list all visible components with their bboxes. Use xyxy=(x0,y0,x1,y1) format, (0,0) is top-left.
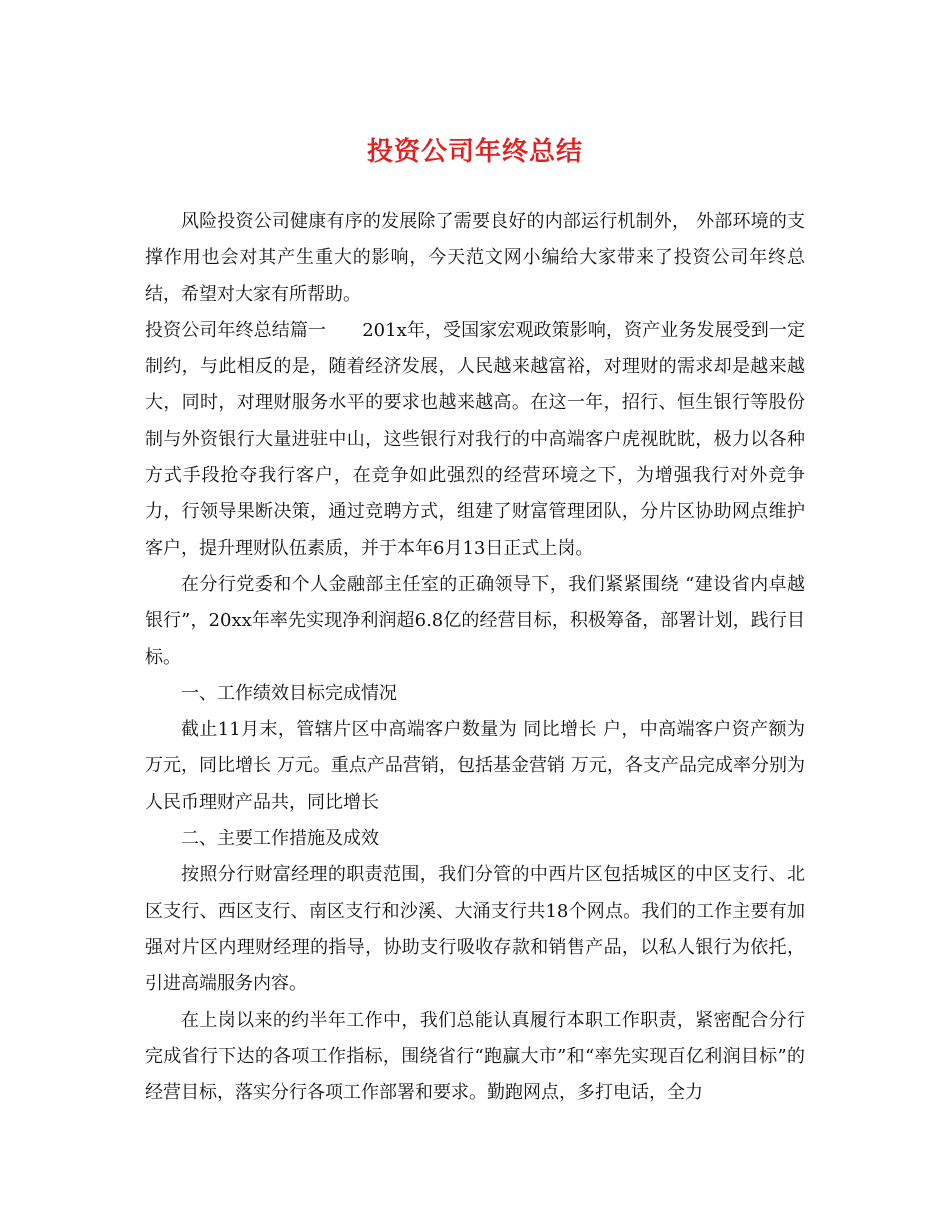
paragraph-performance: 截止11月末，管辖片区中高端客户数量为 同比增长 户，中高端客户资产额为 万元，同比增长 万元。重点产品营销，包括基金营销 万元，各支产品完成率分别为 人民币理财产品共，同比增长 xyxy=(145,719,805,813)
document-title: 投资公司年终总结 xyxy=(366,137,583,167)
section-heading-performance: 一、工作绩效目标完成情况 xyxy=(181,682,397,704)
paragraph-work: 在上岗以来的约半年工作中，我们总能认真履行本职工作职责，紧密配合分行完成省行下达的各项工作指标，围绕省行“跑赢大市”和“率先实现百亿利润目标”的经营目标，落实分行各项工作部署和要求。勤跑网点，多打电话，全力 xyxy=(145,1009,805,1104)
document-body xyxy=(145,204,805,1111)
paragraph-part-one: 投资公司年终总结篇一 201x年，受国家宏观政策影响，资产业务发展受到一定制约，与此相反的是，随着经济发展，人民越来越富裕，对理财的需求却是越来越大，同时，对理财服务水平的要求也越来越高。在这一年，招行、恒生银行等股份制与外资银行大量进驻中山，这些银行对我行的中高端客户虎视眈眈，极力以各种方式手段抢夺我行客户，在竞争如此强烈的经营环境之下，为增强我行对外竞争力，行领导果断决策，通过竞聘方式，组建了财富管理团队，分片区协助网点维护客户，提升理财队伍素质，并于本年6月13日正式上岗。 xyxy=(145,319,805,559)
paragraph-leadership: 在分行党委和个人金融部主任室的正确领导下，我们紧紧围绕 “建设省内卓越银行”，20xx年率先实现净利润超6.8亿的经营目标，积极筹备，部署计划，践行目标。 xyxy=(145,573,805,668)
section-heading-measures: 二、主要工作措施及成效 xyxy=(181,828,379,850)
paragraph-intro: 风险投资公司健康有序的发展除了需要良好的内部运行机制外， 外部环境的支撑作用也会对其产生重大的影响，今天范文网小编给大家带来了投资公司年终总结，希望对大家有所帮助。 xyxy=(145,211,805,305)
paragraph-scope: 按照分行财富经理的职责范围，我们分管的中西片区包括城区的中区支行、北区支行、西区支行、南区支行和沙溪、大涌支行共18个网点。我们的工作主要有加强对片区内理财经理的指导，协助支行吸收存款和销售产品，以私人银行为依托，引进高端服务内容。 xyxy=(145,864,805,995)
